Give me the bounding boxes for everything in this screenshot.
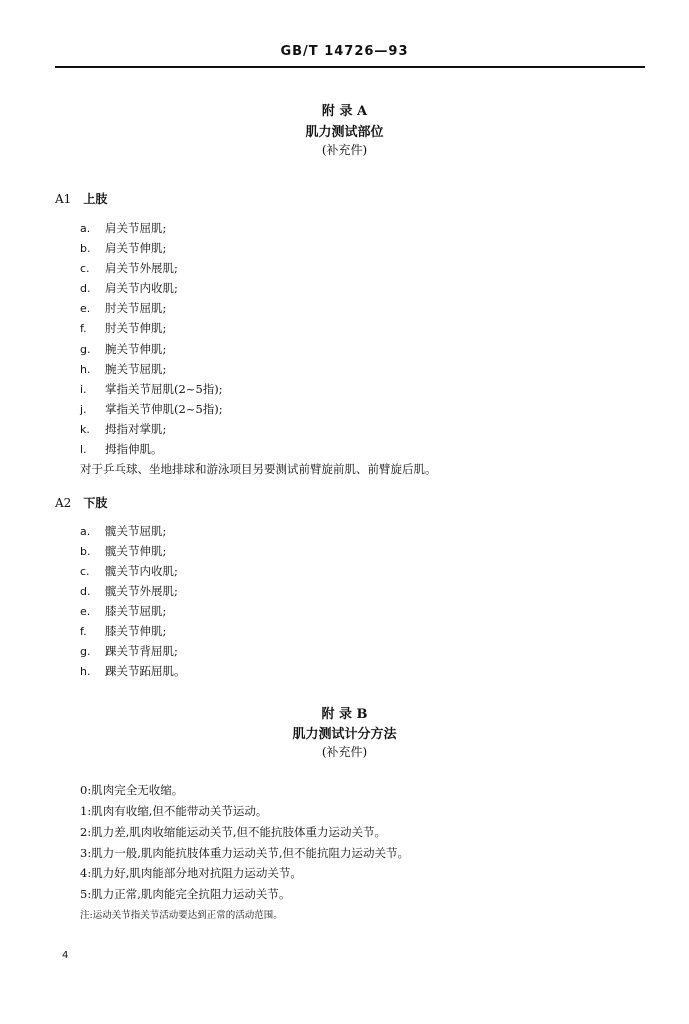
section-a1-heading (55, 190, 107, 207)
list-item: f. 膝关节伸肌; (80, 624, 167, 638)
list-item: d. 肩关节内收肌; (80, 281, 178, 295)
section-a2-heading (55, 494, 107, 511)
list-item: l. 拇指伸肌。 (80, 442, 163, 456)
list-item: h. 踝关节跖屈肌。 (80, 664, 186, 678)
list-item: e. 肘关节屈肌; (80, 301, 167, 315)
list-item: k. 拇指对掌肌; (80, 422, 167, 436)
standard-number-header: GB/T 14726—93 (280, 44, 409, 59)
section-a2-number: A2 (55, 496, 72, 510)
list-item: b. 肩关节伸肌; (80, 241, 167, 255)
appendix-b-title: 肌力测试计分方法 (292, 727, 397, 742)
appendix-b-heading: 附 录 B (321, 707, 368, 722)
list-item: d. 髋关节外展肌; (80, 584, 178, 598)
section-a1-title: 上肢 (83, 192, 108, 206)
score-line: 3:肌力一般,肌肉能抗肢体重力运动关节,但不能抗阻力运动关节。 (80, 846, 409, 860)
list-item: a. 肩关节屈肌; (80, 221, 167, 235)
section-a2-title: 下肢 (83, 496, 108, 510)
list-item: j. 掌指关节伸肌(2~5指); (80, 402, 223, 416)
list-item: i. 掌指关节屈肌(2~5指); (80, 382, 223, 396)
score-line: 1:肌肉有收缩,但不能带动关节运动。 (80, 804, 268, 818)
score-line: 4:肌力好,肌肉能部分地对抗阻力运动关节。 (80, 866, 302, 880)
score-line: 5:肌力正常,肌肉能完全抗阻力运动关节。 (80, 887, 291, 901)
appendix-a-title: 肌力测试部位 (305, 125, 384, 140)
list-item: c. 髋关节内收肌; (80, 564, 178, 578)
list-item: g. 踝关节背屈肌; (80, 644, 178, 658)
list-item: e. 膝关节屈肌; (80, 604, 167, 618)
list-item: h. 腕关节屈肌; (80, 362, 167, 376)
header-rule (55, 66, 645, 68)
a1-extra-note: 对于乒乓球、坐地排球和游泳项目另要测试前臂旋前肌、前臂旋后肌。 (80, 462, 437, 476)
list-item: g. 腕关节伸肌; (80, 342, 167, 356)
score-line: 2:肌力差,肌肉收缩能运动关节,但不能抗肢体重力运动关节。 (80, 825, 386, 839)
appendix-a-heading: 附 录 A (321, 104, 368, 119)
list-item: c. 肩关节外展肌; (80, 261, 178, 275)
list-item: b. 髋关节伸肌; (80, 544, 167, 558)
list-item: f. 肘关节伸肌; (80, 321, 167, 335)
score-line: 0:肌肉完全无收缩。 (80, 783, 184, 797)
appendix-a-subtitle: (补充件) (321, 143, 368, 157)
list-item: a. 髋关节屈肌; (80, 524, 167, 538)
page-number: 4 (62, 950, 69, 961)
appendix-b-subtitle: (补充件) (321, 745, 368, 759)
appendix-b-note: 注:运动关节指关节活动要达到正常的活动范围。 (80, 910, 283, 921)
section-a1-number: A1 (55, 192, 72, 206)
